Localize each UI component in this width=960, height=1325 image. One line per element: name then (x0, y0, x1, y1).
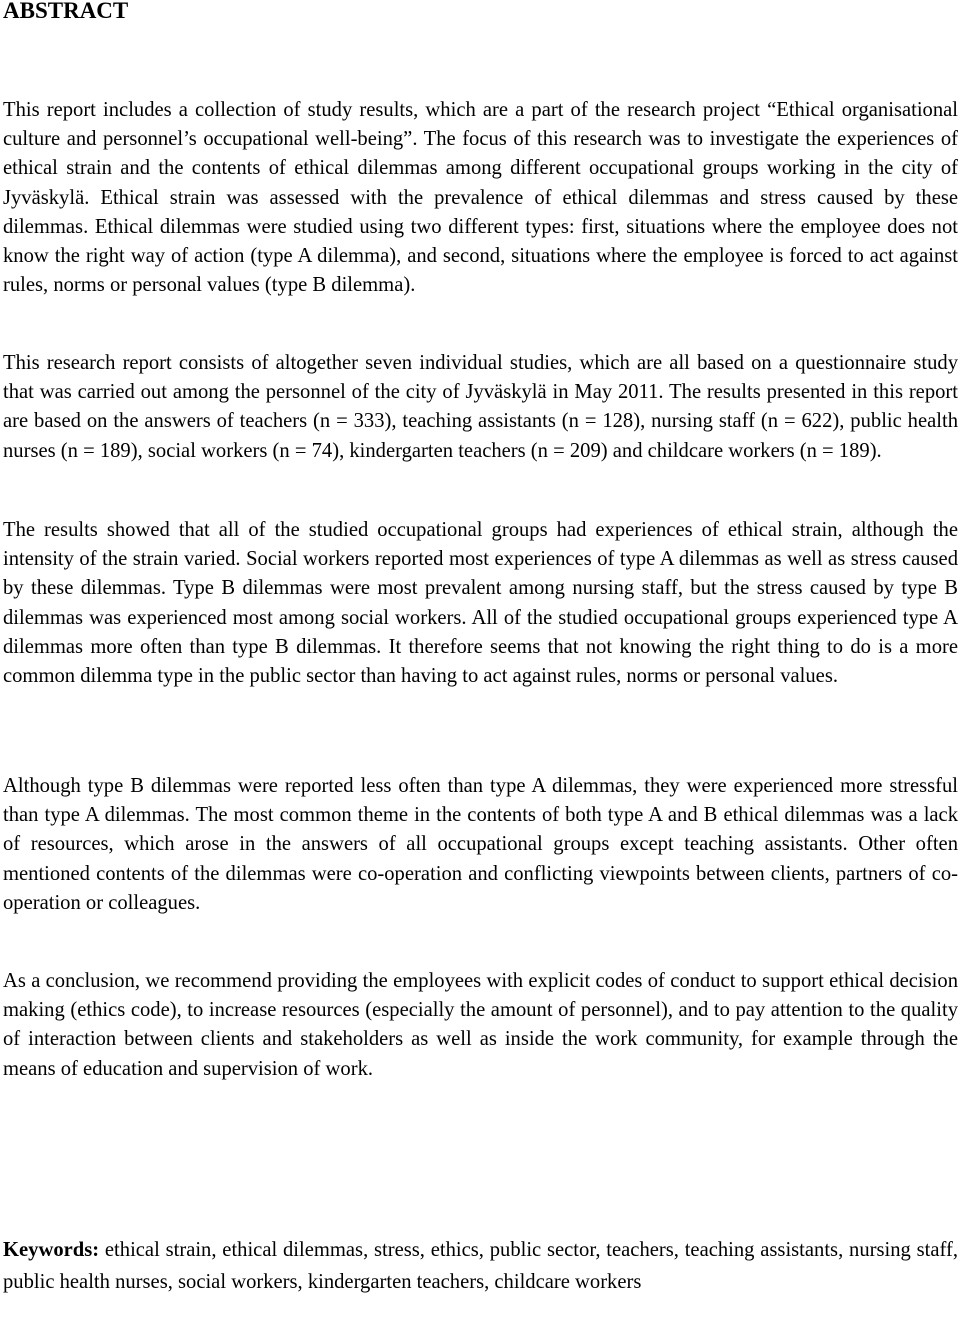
keywords-block (3, 1234, 958, 1298)
keywords-text: ethical strain, ethical dilemmas, stress, ethics, public sector, teachers, teaching assistants, nursing staff, public health nurses, social workers, kindergarten teachers, childcare workers (3, 1239, 958, 1293)
keywords-label: Keywords: (3, 1239, 100, 1261)
abstract-paragraph-method: This research report consists of altogether seven individual studies, which are all based on a questionnaire study that was carried out among the personnel of the city of Jyväskylä in May 2011. The results presented in this report are based on the answers of teachers (n = 333), teaching assistants (n = 128), nursing staff (n = 622), public health nurses (n = 189), social workers (n = 74), kindergarten teachers (n = 209) and childcare workers (n = 189). (3, 352, 958, 462)
abstract-heading: ABSTRACT (3, 0, 129, 23)
abstract-paragraph-themes: Although type B dilemmas were reported less often than type A dilemmas, they were experienced more stressful than type A dilemmas. The most common theme in the contents of both type A and B ethical dilemmas was a lack of resources, which arose in the answers of all occupational groups except teaching assistants. Other often mentioned contents of the dilemmas were co-operation and conflicting viewpoints between clients, partners of co-operation or colleagues. (3, 775, 958, 914)
abstract-paragraph-results: The results showed that all of the studied occupational groups had experiences of ethical strain, although the intensity of the strain varied. Social workers reported most experiences of type A dilemmas as well as stress caused by these dilemmas. Type B dilemmas were most prevalent among nursing staff, but the stress caused by type B dilemmas was experienced most among social workers. All of the studied occupational groups experienced type A dilemmas more often than type B dilemmas. It therefore seems that not knowing the right thing to do is a more common dilemma type in the public sector than having to act against rules, norms or personal values. (3, 519, 958, 688)
abstract-paragraph-intro: This report includes a collection of study results, which are a part of the research project “Ethical organisational culture and personnel’s occupational well-being”. The focus of this research was to investigate the experiences of ethical strain and the contents of ethical dilemmas among different occupational groups working in the city of Jyväskylä. Ethical strain was assessed with the prevalence of ethical dilemmas and stress caused by these dilemmas. Ethical dilemmas were studied using two different types: first, situations where the employee does not know the right way of action (type A dilemma), and second, situations where the employee is forced to act against rules, norms or personal values (type B dilemma). (3, 99, 958, 297)
abstract-paragraph-conclusion: As a conclusion, we recommend providing the employees with explicit codes of conduct to support ethical decision making (ethics code), to increase resources (especially the amount of personnel), and to pay attention to the quality of interaction between clients and stakeholders as well as inside the work community, for example through the means of education and supervision of work. (3, 970, 958, 1080)
